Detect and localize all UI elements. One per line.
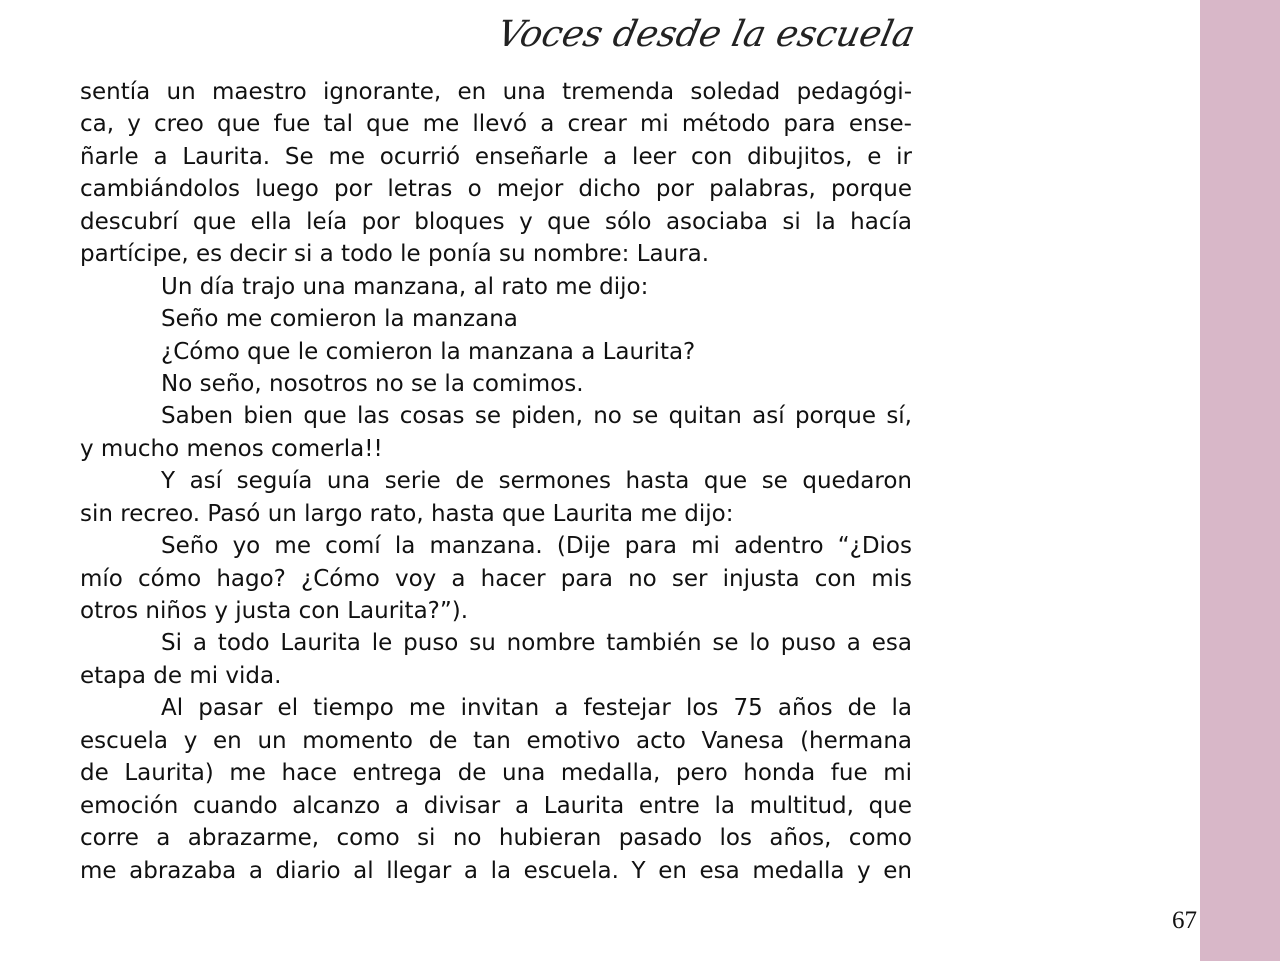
text-line: emoción cuando alcanzo a divisar a Laurita entre la multitud, que [80,792,912,819]
running-header: Voces desde la escuela [493,14,919,55]
text-line: de Laurita) me hace entrega de una medalla, pero honda fue mi [80,760,912,787]
text-line: cambiándolos luego por letras o mejor dicho por palabras, porque [80,176,912,203]
text-line: Y así seguía una serie de sermones hasta que se quedaron [161,468,912,495]
text-line: partícipe, es decir si a todo le ponía su nombre: Laura. [80,241,710,268]
text-line: mío cómo hago? ¿Cómo voy a hacer para no ser injusta con mis [80,565,912,592]
text-line: sin recreo. Pasó un largo rato, hasta que Laurita me dijo: [80,500,734,527]
text-line: Al pasar el tiempo me invitan a festejar los 75 años de la [161,695,912,722]
text-line: Seño me comieron la manzana [161,306,518,333]
decorative-sidebar [1200,0,1280,961]
text-line: y mucho menos comerla!! [80,435,383,462]
page-number: 67 [1172,907,1197,934]
text-line: Un día trajo una manzana, al rato me dijo: [161,273,649,300]
text-line: ñarle a Laurita. Se me ocurrió enseñarle a leer con dibujitos, e ir [80,143,912,170]
text-line: otros niños y justa con Laurita?”). [80,598,469,624]
text-line: ca, y creo que fue tal que me llevó a crear mi método para ense- [80,111,912,138]
text-line: etapa de mi vida. [80,662,282,689]
text-line: Si a todo Laurita le puso su nombre también se lo puso a esa [161,630,912,657]
text-line: Seño yo me comí la manzana. (Dije para mi adentro “¿Dios [161,533,912,560]
text-line: sentía un maestro ignorante, en una tremenda soledad pedagógi- [80,79,912,105]
text-line: Saben bien que las cosas se piden, no se quitan así porque sí, [161,403,912,430]
text-line: corre a abrazarme, como si no hubieran pasado los años, como [80,825,912,852]
text-line: escuela y en un momento de tan emotivo acto Vanesa (hermana [80,727,912,754]
text-line: ¿Cómo que le comieron la manzana a Laurita? [161,338,696,365]
body-text [80,76,912,887]
text-line: descubrí que ella leía por bloques y que sólo asociaba si la hacía [80,208,912,235]
text-line: me abrazaba a diario al llegar a la escuela. Y en esa medalla y en [80,857,912,884]
text-line: No seño, nosotros no se la comimos. [161,370,584,397]
